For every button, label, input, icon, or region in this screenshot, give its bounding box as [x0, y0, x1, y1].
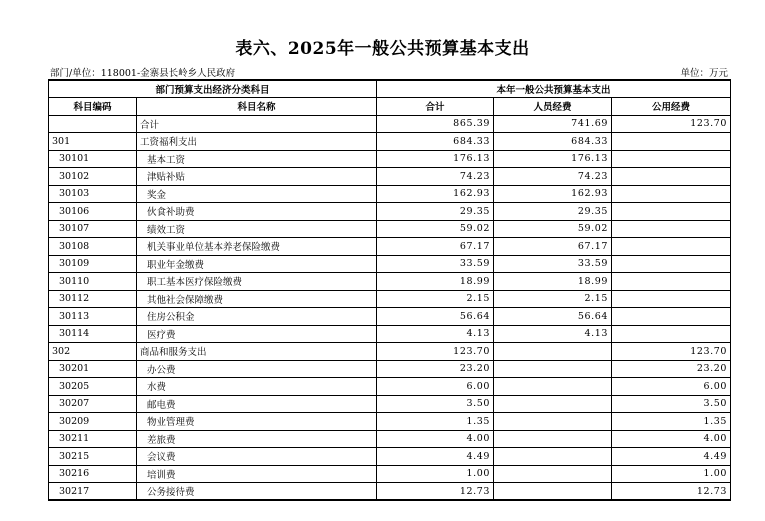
cell-public: 23.20	[612, 360, 731, 378]
table-row	[49, 290, 731, 308]
header-personnel: 人员经费	[494, 98, 612, 116]
cell-personnel: 2.15	[494, 290, 612, 308]
cell-personnel: 176.13	[494, 150, 612, 168]
cell-public	[612, 220, 731, 238]
cell-name: 办公费	[137, 360, 377, 378]
cell-total: 684.33	[377, 133, 494, 151]
header-column-row	[49, 98, 731, 116]
cell-code: 30201	[49, 360, 137, 378]
cell-total: 4.00	[377, 430, 494, 448]
table-row	[49, 430, 731, 448]
cell-personnel	[494, 465, 612, 483]
cell-public	[612, 185, 731, 203]
cell-total: 33.59	[377, 255, 494, 273]
cell-code: 30108	[49, 238, 137, 256]
cell-personnel: 74.23	[494, 168, 612, 186]
table-row	[49, 273, 731, 291]
header-total: 合计	[377, 98, 494, 116]
table-row	[49, 448, 731, 466]
cell-total: 12.73	[377, 483, 494, 501]
unit-label: 单位：万元	[680, 68, 728, 79]
cell-personnel	[494, 343, 612, 361]
table-row	[49, 150, 731, 168]
cell-name: 会议费	[137, 448, 377, 466]
cell-personnel: 67.17	[494, 238, 612, 256]
table-row	[49, 133, 731, 151]
cell-total: 56.64	[377, 308, 494, 326]
cell-personnel	[494, 483, 612, 501]
cell-public: 1.00	[612, 465, 731, 483]
table-row	[49, 255, 731, 273]
cell-name: 其他社会保障缴费	[137, 290, 377, 308]
cell-public	[612, 273, 731, 291]
cell-code: 30103	[49, 185, 137, 203]
cell-public	[612, 325, 731, 343]
cell-public	[612, 133, 731, 151]
cell-code: 30102	[49, 168, 137, 186]
cell-public: 6.00	[612, 378, 731, 396]
cell-code: 30217	[49, 483, 137, 501]
cell-code: 30215	[49, 448, 137, 466]
table-row	[49, 168, 731, 186]
cell-name: 基本工资	[137, 150, 377, 168]
table-row	[49, 238, 731, 256]
table-row	[49, 413, 731, 431]
table-row	[49, 465, 731, 483]
cell-code: 301	[49, 133, 137, 151]
cell-public	[612, 168, 731, 186]
cell-public: 3.50	[612, 395, 731, 413]
cell-name: 物业管理费	[137, 413, 377, 431]
table-row	[49, 395, 731, 413]
table-body	[49, 115, 731, 500]
cell-total: 29.35	[377, 203, 494, 221]
cell-total: 74.23	[377, 168, 494, 186]
cell-total: 4.49	[377, 448, 494, 466]
header-public: 公用经费	[612, 98, 731, 116]
cell-code: 30112	[49, 290, 137, 308]
cell-personnel	[494, 430, 612, 448]
page-title: 表六、2025年一般公共预算基本支出	[235, 39, 530, 59]
cell-personnel	[494, 448, 612, 466]
header-name: 科目名称	[137, 98, 377, 116]
table-row	[49, 308, 731, 326]
header-basic-expenditure: 本年一般公共预算基本支出	[377, 80, 731, 98]
cell-public: 4.00	[612, 430, 731, 448]
cell-code: 30101	[49, 150, 137, 168]
cell-public: 12.73	[612, 483, 731, 501]
cell-name: 公务接待费	[137, 483, 377, 501]
cell-name: 绩效工资	[137, 220, 377, 238]
cell-personnel: 162.93	[494, 185, 612, 203]
cell-public: 123.70	[612, 115, 731, 133]
cell-name: 职工基本医疗保险缴费	[137, 273, 377, 291]
cell-name: 医疗费	[137, 325, 377, 343]
cell-total: 1.00	[377, 465, 494, 483]
cell-personnel: 59.02	[494, 220, 612, 238]
cell-name: 水费	[137, 378, 377, 396]
table-row	[49, 220, 731, 238]
cell-personnel: 29.35	[494, 203, 612, 221]
cell-total: 18.99	[377, 273, 494, 291]
cell-public	[612, 255, 731, 273]
cell-public: 123.70	[612, 343, 731, 361]
cell-public	[612, 238, 731, 256]
cell-name: 工资福利支出	[137, 133, 377, 151]
cell-total: 1.35	[377, 413, 494, 431]
cell-name: 差旅费	[137, 430, 377, 448]
table-row	[49, 115, 731, 133]
cell-code: 302	[49, 343, 137, 361]
cell-total: 2.15	[377, 290, 494, 308]
cell-code: 30113	[49, 308, 137, 326]
cell-total: 123.70	[377, 343, 494, 361]
header-group-row	[49, 80, 731, 98]
cell-public: 4.49	[612, 448, 731, 466]
header-code: 科目编码	[49, 98, 137, 116]
cell-name: 邮电费	[137, 395, 377, 413]
header-economic-classification: 部门预算支出经济分类科目	[49, 80, 377, 98]
table-row	[49, 360, 731, 378]
cell-public	[612, 308, 731, 326]
cell-code: 30216	[49, 465, 137, 483]
cell-public	[612, 203, 731, 221]
cell-name: 奖金	[137, 185, 377, 203]
cell-personnel: 18.99	[494, 273, 612, 291]
cell-code: 30110	[49, 273, 137, 291]
cell-total: 23.20	[377, 360, 494, 378]
cell-total: 865.39	[377, 115, 494, 133]
cell-personnel	[494, 395, 612, 413]
budget-table	[48, 79, 731, 501]
cell-personnel	[494, 360, 612, 378]
cell-public	[612, 150, 731, 168]
cell-public	[612, 290, 731, 308]
cell-personnel: 33.59	[494, 255, 612, 273]
cell-name: 商品和服务支出	[137, 343, 377, 361]
cell-name: 津贴补贴	[137, 168, 377, 186]
cell-total: 162.93	[377, 185, 494, 203]
cell-code: 30205	[49, 378, 137, 396]
cell-personnel: 4.13	[494, 325, 612, 343]
cell-personnel	[494, 378, 612, 396]
table-row	[49, 203, 731, 221]
table-row	[49, 483, 731, 501]
cell-code: 30211	[49, 430, 137, 448]
cell-total: 176.13	[377, 150, 494, 168]
cell-code: 30114	[49, 325, 137, 343]
cell-code: 30207	[49, 395, 137, 413]
cell-personnel	[494, 413, 612, 431]
cell-total: 4.13	[377, 325, 494, 343]
cell-total: 59.02	[377, 220, 494, 238]
cell-name: 合计	[137, 115, 377, 133]
cell-total: 67.17	[377, 238, 494, 256]
cell-code	[49, 115, 137, 133]
table-row	[49, 343, 731, 361]
department-label: 部门/单位：118001-金寨县长岭乡人民政府	[50, 68, 236, 79]
cell-name: 机关事业单位基本养老保险缴费	[137, 238, 377, 256]
table-row	[49, 325, 731, 343]
cell-total: 6.00	[377, 378, 494, 396]
cell-personnel: 684.33	[494, 133, 612, 151]
cell-name: 培训费	[137, 465, 377, 483]
cell-code: 30209	[49, 413, 137, 431]
cell-name: 职业年金缴费	[137, 255, 377, 273]
cell-personnel: 56.64	[494, 308, 612, 326]
cell-total: 3.50	[377, 395, 494, 413]
cell-public: 1.35	[612, 413, 731, 431]
table-row	[49, 378, 731, 396]
cell-personnel: 741.69	[494, 115, 612, 133]
cell-code: 30106	[49, 203, 137, 221]
cell-name: 住房公积金	[137, 308, 377, 326]
table-row	[49, 185, 731, 203]
cell-code: 30109	[49, 255, 137, 273]
cell-name: 伙食补助费	[137, 203, 377, 221]
cell-code: 30107	[49, 220, 137, 238]
